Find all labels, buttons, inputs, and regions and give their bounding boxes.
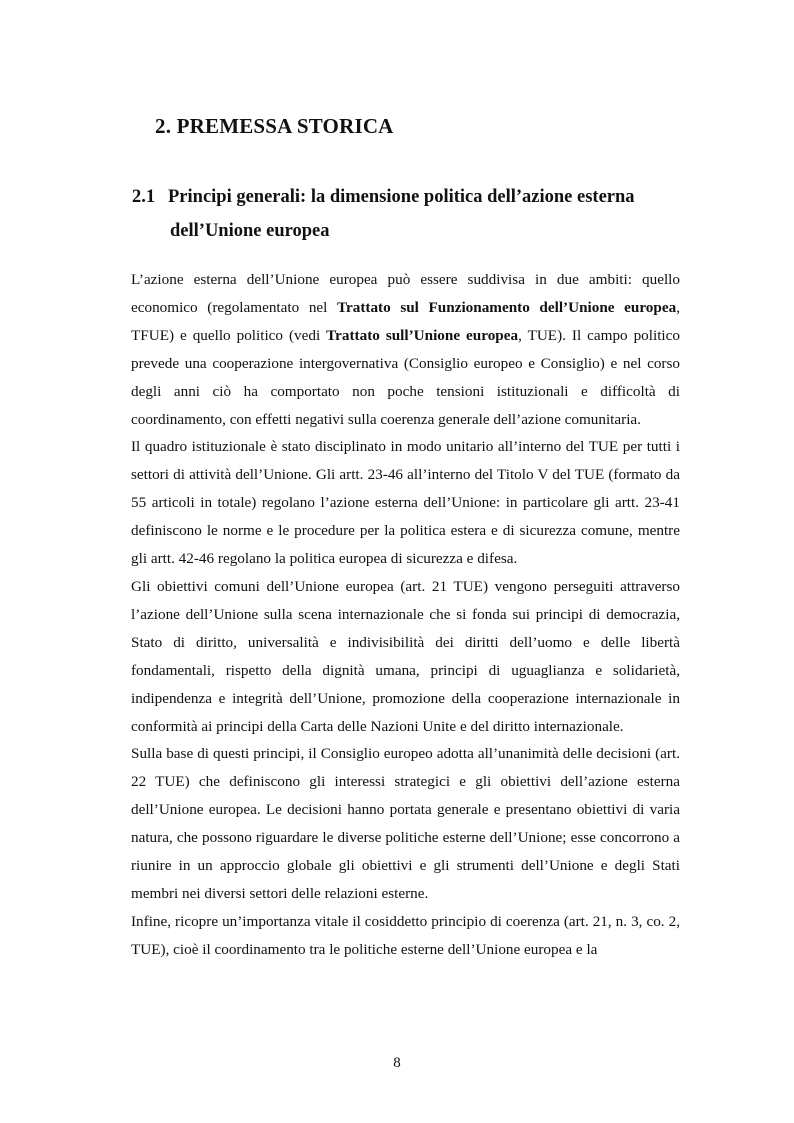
paragraph-1-text-b: , TFUE) e quello politico (vedi	[131, 298, 680, 344]
paragraph-4: Sulla base di questi principi, il Consiglio europeo adotta all’unanimità delle decisioni (art. 22 TUE) che definiscono gli interessi strategici e gli obiettivi dell’azione esterna dell’Unione europea. Le decisioni hanno portata generale e presentano obiettivi di varia natura, che possono riguardare le diverse politiche esterne dell’Unione; esse concorrono a riunire in un approccio globale gli obiettivi e gli strumenti dell’Unione e degli Stati membri nei diversi settori delle relazioni esterne.	[131, 745, 680, 902]
section-number: 2.1	[132, 187, 156, 207]
section-title	[132, 180, 680, 248]
paragraph-1	[131, 266, 680, 433]
chapter-title: 2. PREMESSA STORICA	[155, 114, 394, 138]
body-text	[131, 266, 680, 964]
tue-reference: Trattato sull’Unione europea	[326, 326, 519, 344]
tfue-reference: Trattato sul Funzionamento dell’Unione europea	[337, 298, 677, 316]
paragraph-1-text-c: , TUE). Il campo politico prevede una cooperazione intergovernativa (Consiglio europeo e Consiglio) e nel corso degli anni ciò ha comportato non poche tensioni istituzionali e difficoltà di coordinamento, con effetti negativi sulla coerenza generale dell’azione comunitaria.	[131, 326, 680, 428]
page-number: 8	[393, 1055, 401, 1071]
section-title-line1: Principi generali: la dimensione politica dell’azione esterna	[168, 187, 635, 207]
section-title-line2: dell’Unione europea	[170, 221, 330, 241]
paragraph-5: Infine, ricopre un’importanza vitale il cosiddetto principio di coerenza (art. 21, n. 3, co. 2, TUE), cioè il coordinamento tra le politiche esterne dell’Unione europea e la	[131, 912, 680, 958]
paragraph-2: Il quadro istituzionale è stato disciplinato in modo unitario all’interno del TUE per tutti i settori di attività dell’Unione. Gli artt. 23-46 all’interno del Titolo V del TUE (formato da 55 articoli in totale) regolano l’azione esterna dell’Unione: in particolare gli artt. 23-41 definiscono le norme e le procedure per la politica estera e di sicurezza comune, mentre gli artt. 42-46 regolano la politica europea di sicurezza e difesa.	[131, 438, 680, 568]
paragraph-3: Gli obiettivi comuni dell’Unione europea (art. 21 TUE) vengono perseguiti attraverso l’azione dell’Unione sulla scena internazionale che si fonda sui principi di democrazia, Stato di diritto, universalità e indivisibilità dei diritti dell’uomo e delle libertà fondamentali, rispetto della dignità umana, principi di uguaglianza e solidarietà, indipendenza e integrità dell’Unione, promozione della cooperazione internazionale in conformità ai principi della Carta delle Nazioni Unite e del diritto internazionale.	[131, 577, 680, 735]
paragraph-1-text-a: L’azione esterna dell’Unione europea può essere suddivisa in due ambiti: quello economico (regolamentato nel	[131, 271, 680, 316]
